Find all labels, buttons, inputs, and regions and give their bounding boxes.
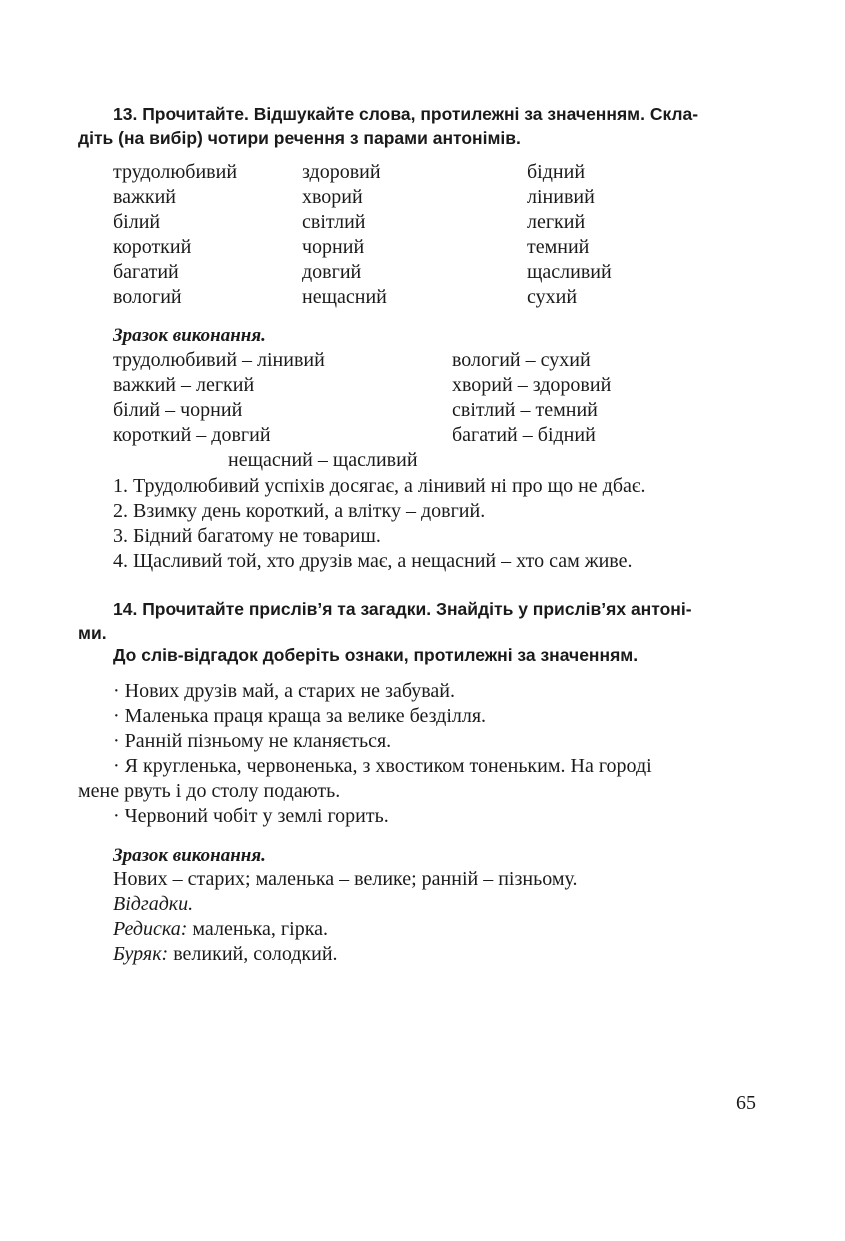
pair-left-3: білий – чорний xyxy=(113,399,243,421)
word: легкий xyxy=(527,211,586,233)
task-13-heading-line-2: діть (на вибір) чотири речення з парами антонімів. xyxy=(78,128,521,148)
answer-2 xyxy=(113,942,338,967)
answer-1-text: маленька, гірка. xyxy=(187,918,328,940)
word: білий xyxy=(113,211,161,233)
word-column-1 xyxy=(113,160,237,310)
sample-line-14: Нових – старих; маленька – велике; ранній – пізньому. xyxy=(113,868,578,890)
answer-1 xyxy=(113,917,328,942)
riddle-1-line-1: · Я кругленька, червоненька, з хвостиком тоненьким. На городі xyxy=(113,755,652,777)
task-13-heading-line-1: 13. Прочитайте. Відшукайте слова, протилежні за значенням. Скла- xyxy=(113,104,699,124)
sample-heading-13: Зразок виконання. xyxy=(113,325,266,346)
pair-left-4: короткий – довгий xyxy=(113,424,271,446)
word-column-2 xyxy=(302,160,387,310)
task-14-heading-line-2: ми. xyxy=(78,623,107,643)
answer-2-word: Буряк: xyxy=(113,943,169,965)
word-column-3 xyxy=(527,160,612,310)
pair-right-2: хворий – здоровий xyxy=(452,374,612,396)
pair-right-3: світлий – темний xyxy=(452,399,598,421)
word: вологий xyxy=(113,286,182,308)
word: багатий xyxy=(113,261,179,283)
proverb-3: · Ранній пізньому не кланяється. xyxy=(113,730,392,752)
sentence-2: 2. Взимку день короткий, а влітку – довгий. xyxy=(113,500,486,522)
page-number: 65 xyxy=(736,1092,756,1114)
answer-2-text: великий, солодкий. xyxy=(168,943,338,965)
word: хворий xyxy=(302,186,363,208)
proverb-2: · Маленька праця краща за велике безділля. xyxy=(113,705,487,727)
word: важкий xyxy=(113,186,176,208)
pair-right-1: вологий – сухий xyxy=(452,349,591,371)
sample-heading-14: Зразок виконання. xyxy=(113,845,266,866)
proverb-1: · Нових друзів май, а старих не забувай. xyxy=(113,680,456,702)
pair-left-1: трудолюбивий – лінивий xyxy=(113,349,325,371)
word: сухий xyxy=(527,286,578,308)
riddle-2: · Червоний чобіт у землі горить. xyxy=(113,805,389,827)
word: короткий xyxy=(113,236,192,258)
word: щасливий xyxy=(527,261,612,283)
answers-label: Відгадки. xyxy=(113,893,194,915)
task-14-heading-line-1: 14. Прочитайте прислів’я та загадки. Знайдіть у прислів’ях антоні- xyxy=(113,599,692,619)
word: трудолюбивий xyxy=(113,161,238,183)
word: лінивий xyxy=(527,186,595,208)
word: світлий xyxy=(302,211,366,233)
word: чорний xyxy=(302,236,365,258)
pair-center: нещасний – щасливий xyxy=(228,449,418,471)
sentence-3: 3. Бідний багатому не товариш. xyxy=(113,525,381,547)
pair-left-2: важкий – легкий xyxy=(113,374,255,396)
task-14-heading-line-3: До слів-відгадок доберіть ознаки, протилежні за значенням. xyxy=(113,645,639,665)
pair-right-4: багатий – бідний xyxy=(452,424,596,446)
word: здоровий xyxy=(302,161,381,183)
answer-1-word: Редиска: xyxy=(113,918,188,940)
word: нещасний xyxy=(302,286,387,308)
word: бідний xyxy=(527,161,586,183)
word: довгий xyxy=(302,261,362,283)
riddle-1-line-2: мене рвуть і до столу подають. xyxy=(78,780,341,802)
sentence-4: 4. Щасливий той, хто друзів має, а нещасний – хто сам живе. xyxy=(113,550,633,572)
sentence-1: 1. Трудолюбивий успіхів досягає, а лінивий ні про що не дбає. xyxy=(113,475,646,497)
word: темний xyxy=(527,236,590,258)
